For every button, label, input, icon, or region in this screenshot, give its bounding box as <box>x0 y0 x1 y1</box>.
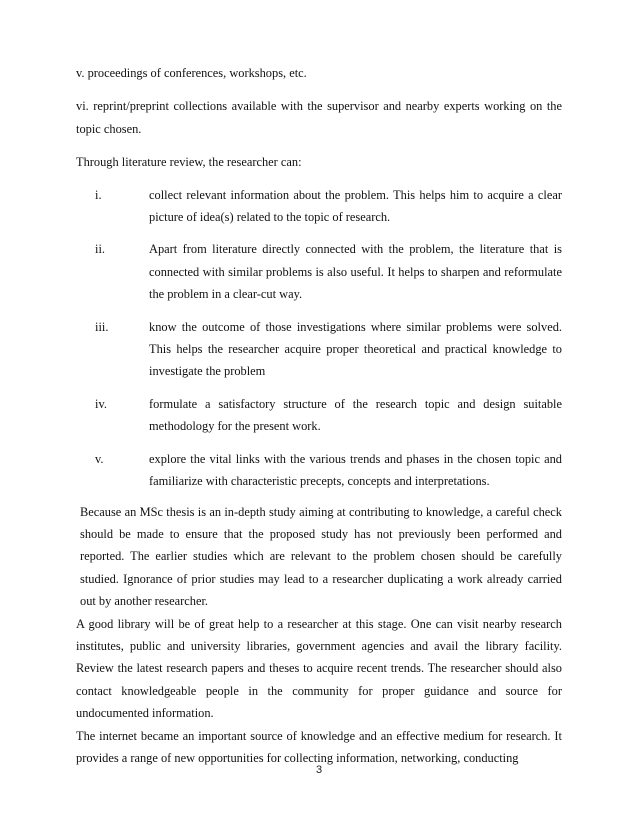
list-item-text: formulate a satisfactory structure of the research topic and design suitable methodology for the present work. <box>149 396 562 434</box>
paragraph-proceedings: v. proceedings of conferences, workshops, etc. <box>76 66 307 80</box>
list-item <box>76 316 562 383</box>
list-item-number: v. <box>95 451 104 466</box>
page-number: 3 <box>315 764 323 776</box>
paragraph-reprint-collections: vi. reprint/preprint collections available with the supervisor and nearby experts working on the topic chosen. <box>76 99 562 136</box>
list-item-number: iv. <box>95 396 107 411</box>
paragraph-literature-review-intro: Through literature review, the researcher can: <box>76 155 302 170</box>
list-item <box>76 393 562 438</box>
list-item <box>76 184 562 229</box>
list-item-text: know the outcome of those investigations where similar problems were solved. This helps the researcher acquire proper theoretical and practical knowledge to investigate the problem <box>149 319 562 379</box>
list-item-number: i. <box>95 187 102 202</box>
list-item-text: Apart from literature directly connected with the problem, the literature that is connected with similar problems is also useful. It helps to sharpen and reformulate the problem in a clear-cut way. <box>149 242 562 302</box>
literature-review-list <box>76 184 562 493</box>
list-item <box>76 448 562 493</box>
list-item-number: ii. <box>95 242 105 257</box>
paragraph-internet: The internet became an important source of knowledge and an effective medium for research. It provides a range of new opportunities for collecting information, networking, conducting <box>76 728 562 765</box>
paragraph-msc-thesis: Because an MSc thesis is an in-depth study aiming at contributing to knowledge, a careful check should be made to ensure that the proposed study has not previously been performed and reported. The earlier studies which are relevant to the problem chosen should be carefully studied. Ignorance of prior studies may lead to a researcher duplicating a work already carried out by another researcher. <box>80 504 562 609</box>
document-page <box>76 62 562 769</box>
list-item-text: collect relevant information about the problem. This helps him to acquire a clear picture of idea(s) related to the topic of research. <box>149 187 562 225</box>
list-item-number: iii. <box>95 319 109 334</box>
paragraph-good-library: A good library will be of great help to a researcher at this stage. One can visit nearby research institutes, public and university libraries, government agencies and avail the library facility. Review the latest research papers and theses to acquire recent trends. The researcher should also contact knowledgeable people in the community for proper guidance and source for undocumented information. <box>76 616 562 721</box>
list-item <box>76 238 562 305</box>
list-item-text: explore the vital links with the various trends and phases in the chosen topic and familiarize with characteristic precepts, concepts and interpretations. <box>149 451 562 489</box>
